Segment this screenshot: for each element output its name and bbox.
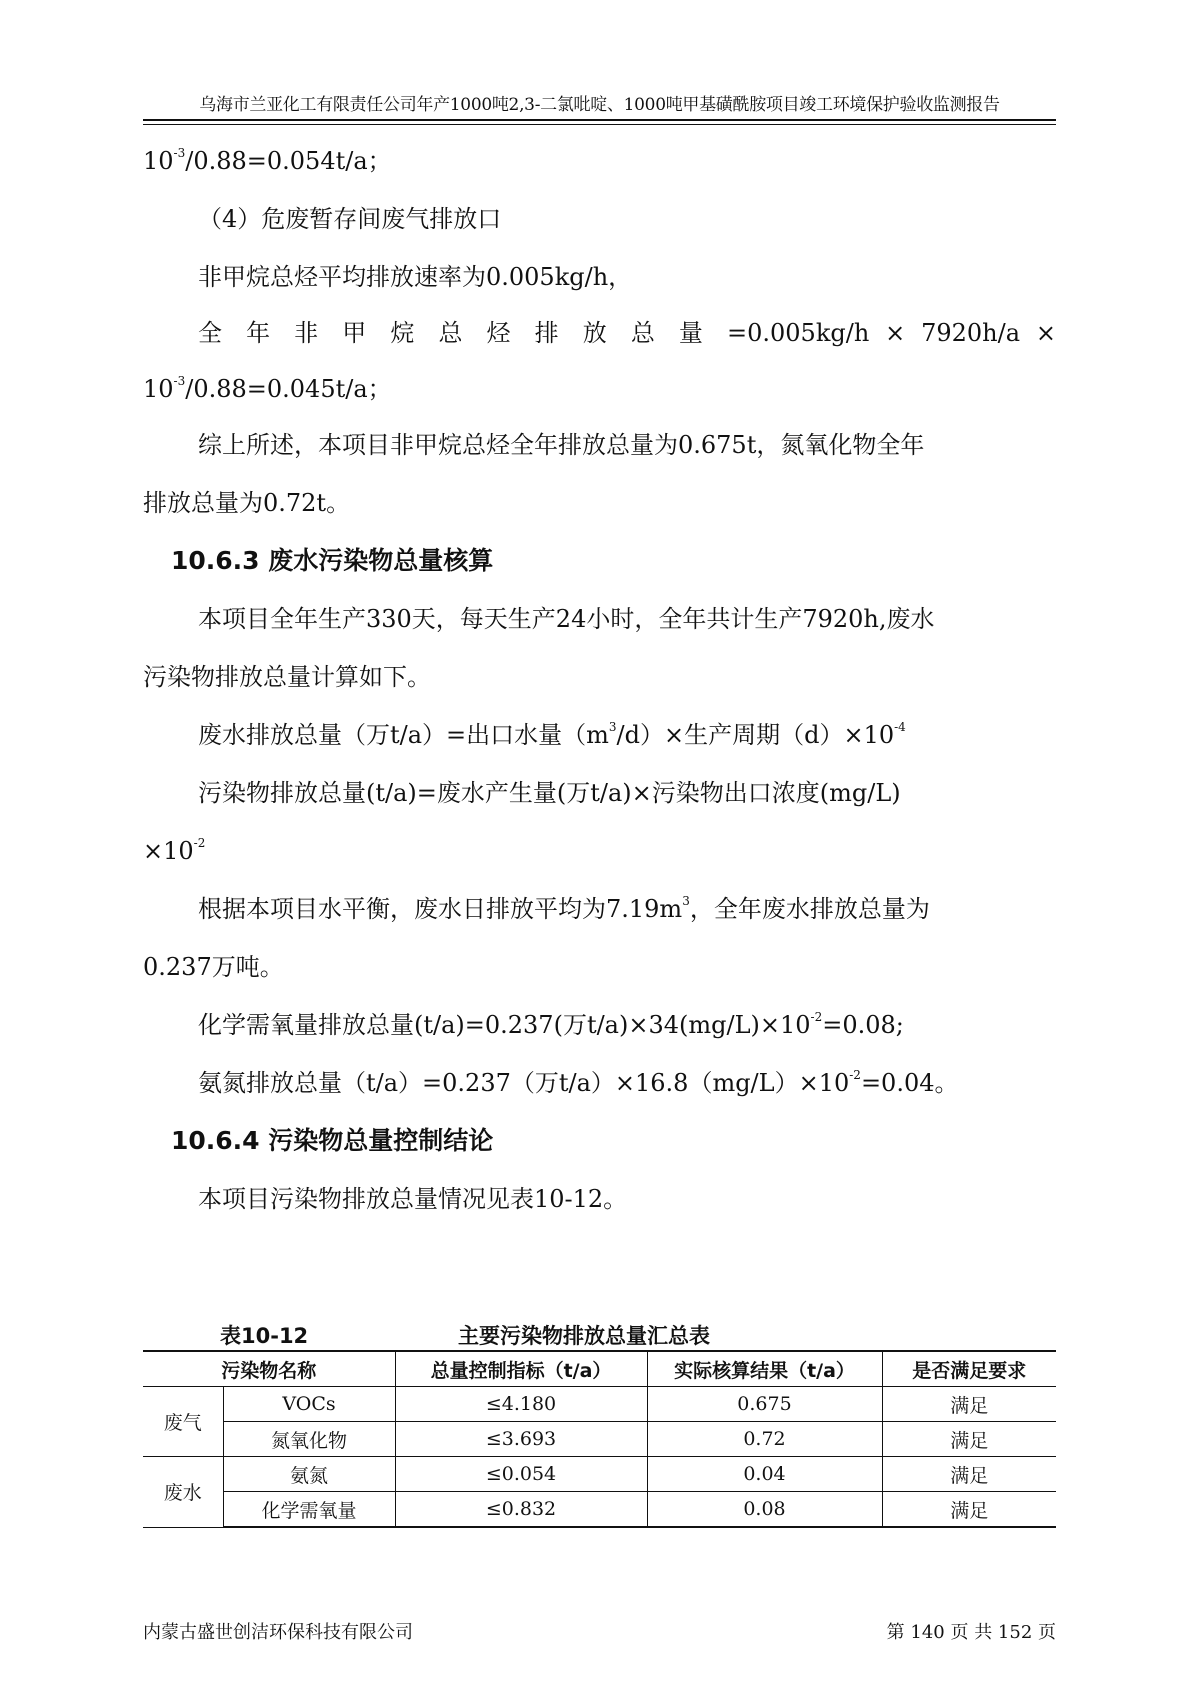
body-line: 本项目全年生产330天，每天生产24小时，全年共计生产7920h,废水: [198, 605, 935, 633]
footer-company: 内蒙古盛世创洁环保科技有限公司: [143, 1622, 413, 1643]
formula-line: 化学需氧量排放总量(t/a)=0.237(万$t/a)\times 34(mg/L)\times 10^{-2}=0.08$;: [198, 1010, 904, 1039]
body-line: $10^{-3}/0.88=0.054t/a$；: [143, 146, 392, 175]
pollutant-cell: 化学需氧量: [223, 1492, 395, 1528]
section-heading: 10.6.3 废水污染物总量核算: [171, 546, 494, 575]
body-line: 综上所述，本项目非甲烷总烃全年排放总量为0.675t，氮氧化物全年: [198, 431, 925, 459]
header-limit: 总量控制指标（t/a）: [395, 1351, 647, 1387]
formula-line: 废水排放总量（万t/a）=出口水量$(m^3/d)\times$生产周期$(d)\times 10^{-4}$: [198, 720, 906, 749]
body-line: 非甲烷总烃平均排放速率为0.005kg/h，: [198, 263, 633, 291]
limit-cell: ≤4.180: [395, 1387, 647, 1422]
table-row: [143, 1387, 1056, 1422]
table-caption-number: 表10-12: [220, 1324, 309, 1348]
body-line: 全 年 非 甲 烷 总 烃 排 放 总 量 =0.005kg/h × 7920h/a ×: [198, 319, 1056, 347]
page-header-title: 乌海市兰亚化工有限责任公司年产1000吨2,3-二氯吡啶、1000吨甲基磺酰胺项目竣工环境保护验收监测报告: [199, 95, 1000, 115]
table-header-row: [143, 1351, 1056, 1387]
table-row: [143, 1422, 1056, 1457]
header-compliance: 是否满足要求: [882, 1351, 1056, 1387]
pollutant-cell: 氮氧化物: [223, 1422, 395, 1457]
table-caption-title: 主要污染物排放总量汇总表: [458, 1324, 710, 1348]
pollutant-cell: VOCs: [223, 1387, 395, 1422]
header-actual: 实际核算结果（t/a）: [647, 1351, 882, 1387]
pollutant-cell: 氨氮: [223, 1457, 395, 1492]
table-row: [143, 1492, 1056, 1528]
compliance-cell: 满足: [882, 1422, 1056, 1457]
footer-page-number: 第 140 页 共 152 页: [886, 1622, 1056, 1643]
body-line: 根据本项目水平衡，废水日排放平均为$7.19m^3$，全年废水排放总量为: [198, 894, 930, 923]
header-rule: [143, 119, 1056, 121]
compliance-cell: 满足: [882, 1457, 1056, 1492]
body-line: $10^{-3}/0.88=0.045t/a$；: [143, 374, 392, 403]
emission-summary-table: [143, 1350, 1056, 1528]
body-line: 0.237万吨。: [143, 953, 284, 981]
header-rule-thin: [143, 124, 1056, 125]
section-heading: 10.6.4 污染物总量控制结论: [171, 1126, 494, 1155]
limit-cell: ≤3.693: [395, 1422, 647, 1457]
header-pollutant: 污染物名称: [143, 1351, 395, 1387]
compliance-cell: 满足: [882, 1492, 1056, 1528]
compliance-cell: 满足: [882, 1387, 1056, 1422]
actual-cell: 0.72: [647, 1422, 882, 1457]
table-row: [143, 1457, 1056, 1492]
formula-line: $\times 10^{-2}$: [143, 836, 206, 865]
actual-cell: 0.675: [647, 1387, 882, 1422]
limit-cell: ≤0.832: [395, 1492, 647, 1528]
body-line: （4）危废暂存间废气排放口: [198, 205, 502, 233]
body-line: 本项目污染物排放总量情况见表10-12。: [198, 1185, 628, 1213]
body-line: 污染物排放总量计算如下。: [143, 663, 431, 691]
actual-cell: 0.04: [647, 1457, 882, 1492]
formula-line: 污染物排放总量(t/a)=废水产生量(万t/a)×污染物出口浓度(mg/L): [198, 779, 901, 807]
actual-cell: 0.08: [647, 1492, 882, 1528]
limit-cell: ≤0.054: [395, 1457, 647, 1492]
group-cell: 废气: [143, 1387, 223, 1457]
body-line: 排放总量为0.72t。: [143, 489, 351, 517]
group-cell: 废水: [143, 1457, 223, 1528]
formula-line: 氨氮排放总量（t/a）=0.237（万$t/a)\times 16.8(mg/L)\times 10^{-2}=0.04$。: [198, 1068, 959, 1097]
